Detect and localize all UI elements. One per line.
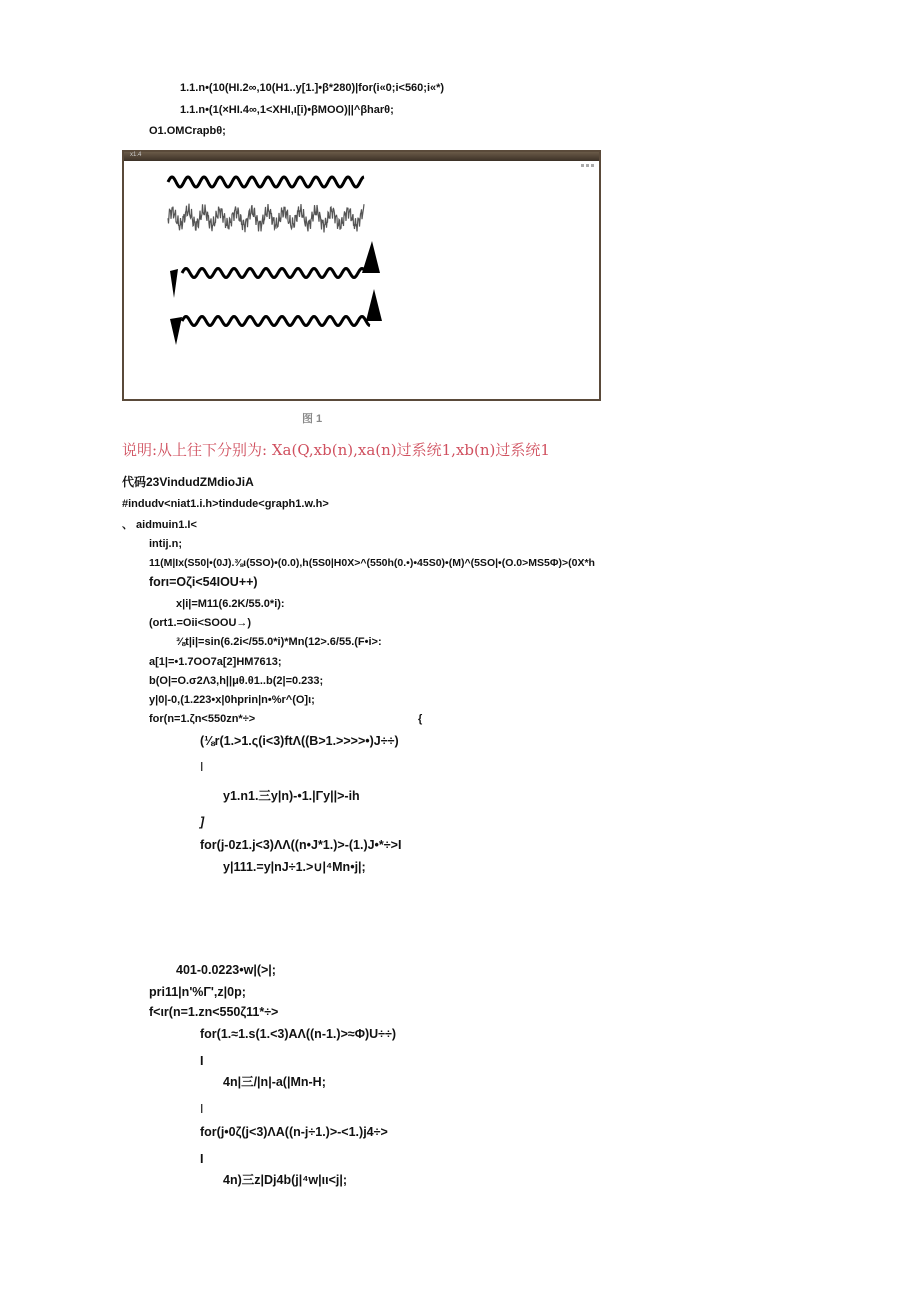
code-line: 11(M|Ix(S50|•(0J).⅜ι(5SO)•(0.0),h(5S0|H0X>^(550h(0.•)•45S0)•(M)^(5SO|•(O.0>MS5Φ)>(0X*h (149, 557, 595, 569)
code-line: (⅛r(1.>1.ς(i<3)ftΛ((B>1.>>>>•)J÷÷) (200, 734, 399, 748)
waveform-xb-system (182, 317, 370, 326)
code-line: 401-0.0223•w|(>|; (176, 963, 276, 977)
code-line: pri11|n'%Γ',z|0p; (149, 985, 246, 999)
code-line: a[1|=•1.7OO7a[2]HM7613; (149, 656, 282, 668)
figure-caption: 图 1 (302, 413, 323, 425)
figure-window (122, 150, 601, 401)
code-line: ] (200, 815, 205, 829)
waveform-xa (168, 177, 364, 187)
code-line: 4n|三/|n|-a(|Mn-H; (223, 1075, 326, 1089)
code-line: I (200, 1152, 204, 1166)
code-line: I (200, 760, 204, 774)
window-controls (579, 154, 595, 158)
waveform-xb-system-end-spike (366, 289, 382, 321)
window-title: x1.4 (130, 152, 142, 158)
code-line: for(1.≈1.s(1.<3)AΛ((n-1.)>≈Φ)U÷÷) (200, 1027, 397, 1041)
waveform-xb (168, 204, 364, 233)
code-line: f<ιr(n=1.zn<550ζ11*÷> (149, 1005, 279, 1019)
code-line: 、 aidmuin1.I< (122, 519, 197, 531)
waveform-plot (124, 161, 599, 399)
window-titlebar (124, 152, 599, 161)
code-line: I (200, 1054, 204, 1068)
code-line: ⅜t|i|=sin(6.2i</55.0*i)*Mn(12>.6/55.(F•i>: (176, 636, 382, 648)
code-line: intij.n; (149, 538, 182, 550)
waveform-xa-system (182, 269, 364, 278)
code-line: y|111.=y|nJ÷1.>∪|⁴Mn•j|; (223, 860, 366, 874)
code-line: #indudv<niat1.i.h>tindude<graph1.w.h> (122, 498, 329, 510)
code-line: x|i|=M11(6.2K/55.0*i): (176, 598, 285, 610)
code-line: { (418, 713, 423, 725)
code-line: forι=Oζi<54IOU++) (149, 575, 258, 589)
waveform-xb-system-start-spike (170, 317, 182, 345)
code-line: for(j•0ζ(j<3)ΛA((n-j÷1.)>-<1.)j4÷> (200, 1125, 388, 1139)
code-line: for(n=1.ζn<550zn*÷> (149, 713, 256, 725)
code-heading: 代码23VindudZMdioJiA (122, 475, 254, 489)
code-line: b(O|=O.σ2Λ3,h||μθ.θ1..b(2|=0.233; (149, 675, 324, 687)
code-line: 1.1.n•(1(×HI.4∞,1<XHI,ι[i)•βMOO)||^βharθ; (180, 104, 394, 116)
code-line: (ort1.=Oii<SOOU→) (149, 617, 252, 629)
code-line: y1.n1.三y|n)-•1.|Γy||>-ih (223, 789, 360, 803)
code-line: for(j-0z1.j<3)ΛΛ((n•J*1.)>-(1.)J•*÷>I (200, 838, 402, 852)
code-line: 4n)三z|Dj4b(j|⁴w|ιι<j|; (223, 1173, 347, 1187)
waveform-xa-system-start-spike (170, 269, 178, 298)
code-line: I (200, 1102, 204, 1116)
figure-note: 说明:从上往下分别为: Xa(Q,xb(n),xa(n)过系统1,xb(n)过系统1 (122, 441, 550, 459)
code-line: y|0|-0,(1.223•x|0hprin|n•%r^(O]ι; (149, 694, 315, 706)
waveform-xa-system-end-spike (362, 241, 380, 273)
code-line: 1.1.n•(10(HI.2∞,10(H1..y[1.]•β*280)|for(i«0;i<560;i«*) (180, 82, 445, 94)
code-line: O1.OMCrapbθ; (149, 125, 226, 137)
